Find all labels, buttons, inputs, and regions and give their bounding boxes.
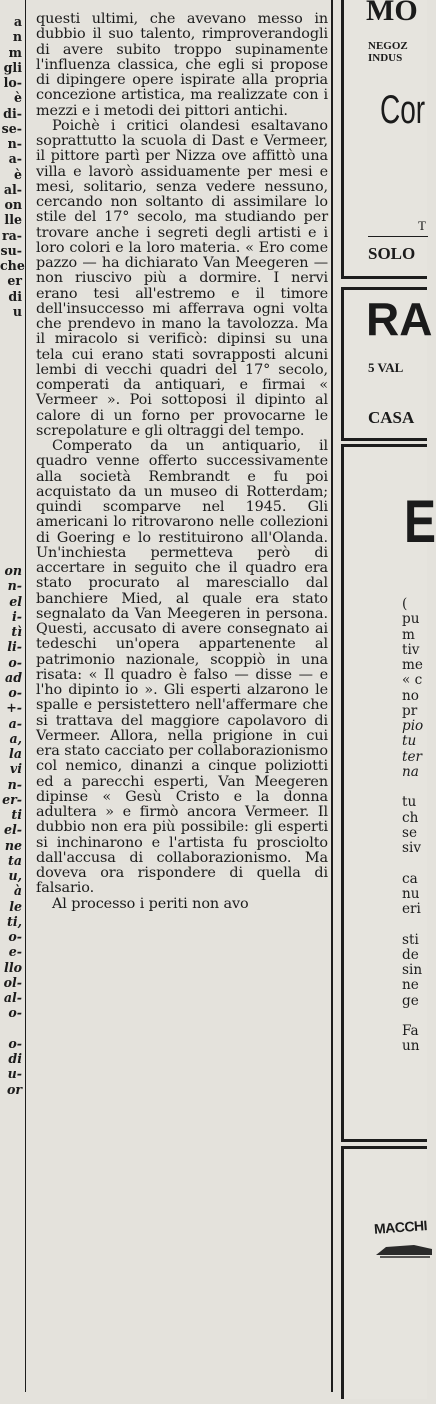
ad-3-line: ge — [402, 992, 419, 1009]
ad-2-headline: RA — [366, 293, 433, 345]
left-column-fragment: che — [0, 258, 25, 273]
ad-box-4 — [341, 1146, 427, 1399]
left-column-fragment — [0, 548, 23, 563]
left-column-fragment: al- — [3, 990, 22, 1005]
left-column-fragment — [0, 411, 23, 426]
left-column-fragment: le — [9, 898, 22, 914]
column-rule-left — [25, 0, 26, 1392]
left-column-fragment: ad — [5, 669, 22, 685]
left-column-fragment: la — [9, 746, 22, 761]
ad-3-text-lines — [402, 597, 432, 1055]
left-column-fragment: di — [8, 288, 22, 304]
left-column-fragment: ti — [11, 807, 22, 822]
left-column-fragment: li- — [7, 639, 22, 655]
left-column-fragment — [0, 395, 23, 410]
left-column-fragment — [0, 456, 23, 471]
left-column-fragment: on — [4, 563, 22, 578]
left-column-fragment — [0, 365, 23, 380]
ad-1-line-1: NEGOZ — [368, 40, 408, 52]
left-column-fragment — [0, 319, 23, 334]
left-column-fragment: ta — [8, 852, 22, 868]
ad-3-line: se — [402, 824, 418, 841]
left-column-fragment: al- — [3, 181, 22, 197]
ad-3-line: Fa — [402, 1023, 419, 1039]
left-column-fragment: è — [13, 90, 22, 106]
ad-3-line: tu — [402, 733, 417, 750]
left-column-fragment: a — [13, 14, 22, 29]
left-column-fragment: u, — [8, 868, 22, 883]
left-column-fragment: ne — [4, 837, 22, 853]
ad-3-line — [402, 1009, 432, 1024]
left-column-fragment: tì — [11, 624, 22, 639]
left-column-fragment: è — [13, 166, 22, 182]
ad-3-line: pr — [402, 702, 418, 719]
ad-3-line: tu — [402, 794, 417, 811]
left-column-fragment: o- — [8, 654, 22, 670]
left-column-fragment — [0, 1021, 23, 1036]
left-column-fragment: el — [9, 593, 22, 609]
ad-4-brand: MACCHI — [373, 1217, 428, 1237]
ad-3-line: sti — [402, 931, 419, 948]
left-column-fragment — [0, 334, 23, 349]
left-column-fragment: lle — [4, 212, 22, 228]
ad-3-line: nu — [402, 885, 420, 902]
left-column-fragment: i- — [11, 608, 22, 624]
left-column-fragment: se- — [1, 120, 22, 136]
left-column-fragment — [0, 380, 23, 395]
ad-box-3 — [341, 444, 436, 1142]
left-column-fragment: +- — [6, 700, 22, 716]
left-column-fragment — [0, 533, 23, 548]
left-column-fragment — [0, 426, 23, 441]
left-column-fragment: a- — [8, 151, 22, 167]
left-column-fragment — [0, 472, 23, 487]
left-column-fragment — [0, 350, 23, 365]
left-clipped-column — [0, 14, 23, 1097]
ad-3-line: eri — [402, 901, 421, 917]
ad-1-headline: MO — [366, 0, 418, 27]
ad-box-1 — [341, 0, 427, 279]
ad-3-line: pu — [402, 611, 420, 628]
ad-1-bottom: SOLO — [368, 244, 416, 263]
left-column-fragment: o- — [8, 685, 22, 700]
left-column-fragment: su- — [0, 242, 22, 258]
left-column-fragment: gli — [3, 59, 22, 75]
ad-3-line: me — [402, 657, 423, 673]
ad-3-line: de — [402, 946, 419, 963]
ad-3-line: ch — [402, 809, 419, 826]
left-column-fragment: or — [6, 1081, 22, 1097]
left-column-fragment: el- — [3, 822, 22, 838]
left-column-fragment: di- — [3, 105, 22, 121]
article-paragraph-2: Poichè i critici olandesi esaltavano soprattutto la scuola di Dast e Vermeer, il pittore partì per Nizza ove affittò una villa e lavorò assiduamente per mesi e mesi, solitario, senza vedere nessuno, cercando non soltanto di assimilare lo stile del 17° secolo, ma studiando per trovare anche i segreti degli artisti e i loro colori e la loro materia. « Ero come pazzo — ha dichiarato Van Meegeren — non riuscivo più a dormire. I nervi erano tesi all'estremo e il timore dell'insuccesso mi afferrava ogni volta che prendevo in mano la tavolozza. Ma il miracolo si verificò: dipinsi su una tela cui erano stati sovrapposti alcuni lembi di vecchi quadri del 17° secolo, comperati da antiquari, e firmai « Vermeer ». Poi sottoposi il dipinto al calore di un forno per provocarne le screpolature e gli oltraggi del tempo. — [36, 117, 328, 439]
car-illustration-icon — [374, 1241, 434, 1261]
ad-3-line: m — [402, 626, 415, 643]
ad-3-line: « c — [402, 672, 423, 689]
ad-1-divider — [368, 236, 428, 237]
left-column-fragment: llo — [4, 959, 22, 975]
left-column-fragment: u- — [7, 1066, 22, 1082]
ad-1-tiny: T — [418, 218, 426, 233]
left-column-fragment: o- — [8, 1035, 22, 1051]
ad-3-line: pio — [402, 718, 424, 734]
left-column-fragment: ol- — [3, 974, 22, 990]
ad-1-line-2: INDUS — [368, 52, 403, 64]
article-paragraph-3: Comperato da un antiquario, il quadro venne offerto successivamente alla società Rembrandt e fu poi acquistato da un museo di Rotterdam; quindi scomparve nel 1945. Gli americani lo ritrovarono nelle collezioni di Goering e lo restituirono all'Olanda. Un'inchiesta permetteva però di accertare in seguito che il quadro era stato procurato al maresciallo dal banchiere Mied, al quale era stato segnalato da Van Meegeren in persona. Questi, accusato di avere consegnato ai tedeschi un'opera appartenente al patrimonio nazionale, scoppiò in una risata: « Il quadro è falso — disse — e l'ho dipinto io ». Gli esperti alzarono le spalle e persistettero nell'affermare che si trattava del maggiore capolavoro di Vermeer. Allora, nella prigione in cui era stato cacciato per collaborazionismo col nemico, dinanzi a cinque poliziotti ed a parecchi esperti, Van Meegeren dipinse « Gesù Cristo e la donna adultera » e firmò ancora Vermeer. Il dubbio non era più possibile: gli esperti si inchinarono e l'artista fu prosciolto dall'accusa di collaborazionismo. Ma doveva ora rispondere di quella di falsario. — [36, 438, 328, 897]
left-column-fragment — [0, 502, 23, 517]
left-column-fragment: lo- — [3, 75, 22, 90]
left-column-fragment: à — [13, 883, 22, 899]
ad-3-line — [402, 856, 432, 871]
left-column-fragment: a, — [9, 730, 22, 746]
article-paragraph-4: Al processo i periti non avo — [52, 895, 249, 912]
left-column-fragment: u — [12, 303, 22, 319]
ad-3-line: no — [402, 687, 419, 704]
article-paragraph-1: questi ultimi, che avevano messo in dubbio il suo talento, rimproverandogli di avere subito troppo supinamente l'influenza classica, che egli si propose di dipingere opere ispirate alla propria concezione artistica, ma realizzate con i mezzi e i metodi dei pittori antichi. — [36, 11, 328, 119]
ad-box-2 — [341, 287, 433, 441]
ad-3-line: un — [402, 1038, 420, 1055]
ad-1-script: Cor — [380, 88, 426, 132]
left-column-fragment: o- — [8, 1005, 22, 1021]
left-column-fragment: er — [7, 273, 22, 289]
ad-3-line: sin — [402, 962, 423, 978]
left-column-fragment — [0, 487, 23, 502]
left-column-fragment: ra- — [1, 227, 22, 243]
ad-3-line: ne — [402, 977, 419, 994]
ad-3-line — [402, 780, 432, 795]
left-column-fragment: e- — [8, 944, 22, 960]
column-rule-right — [331, 0, 333, 1392]
ad-2-bottom: CASA — [368, 408, 415, 427]
left-column-fragment: di — [8, 1051, 22, 1066]
left-column-fragment: vi — [9, 761, 22, 777]
left-column-fragment: m — [8, 44, 22, 60]
ad-3-line: ca — [402, 870, 418, 887]
ad-3-initial: E — [404, 488, 436, 555]
left-column-fragment — [0, 441, 23, 456]
ad-2-line-1: 5 VAL — [368, 360, 404, 375]
ad-3-line: siv — [402, 840, 422, 856]
ad-3-line: tiv — [402, 641, 420, 658]
ad-3-line — [402, 917, 432, 932]
left-column-fragment: n- — [7, 136, 22, 151]
ad-3-line: ( — [402, 596, 408, 612]
left-column-fragment: n — [12, 29, 22, 45]
left-column-fragment — [0, 517, 23, 532]
left-column-fragment: on — [4, 197, 22, 212]
left-column-fragment: ti, — [7, 913, 22, 929]
article-column — [36, 12, 328, 1404]
left-column-fragment: er- — [2, 791, 22, 807]
left-column-fragment: a- — [8, 715, 22, 731]
left-column-fragment: n- — [7, 776, 22, 792]
left-column-fragment: n- — [7, 578, 22, 594]
ad-3-line: na — [402, 763, 419, 780]
ad-3-line: ter — [402, 748, 423, 765]
left-column-fragment: o- — [8, 929, 22, 944]
